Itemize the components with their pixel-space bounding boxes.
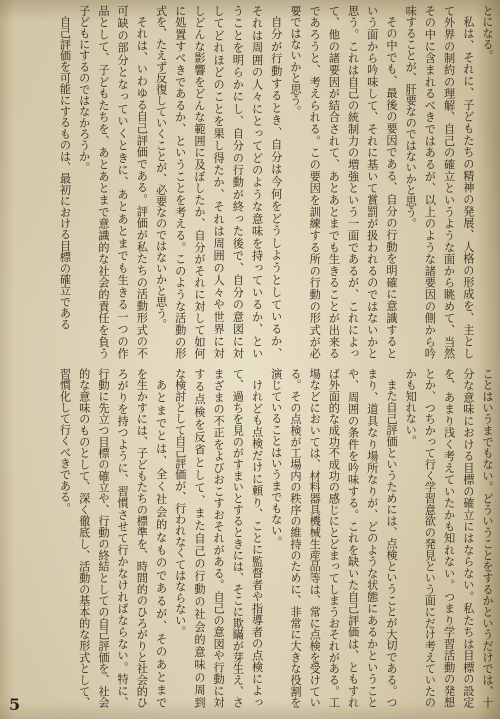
- paragraph: [267, 368, 401, 708]
- text-column: 的な意味のものとして、深く徹底し、活動の基本的な形式として、: [77, 368, 91, 708]
- paragraph: [286, 5, 401, 359]
- paragraph: [75, 5, 152, 359]
- text-column: を生かすには、子どもたちの標準を、時間的のひろがりと社会的ひ: [135, 368, 149, 708]
- text-column: 自己評価を可能にするものは、最初における目標の確立である: [58, 16, 72, 330]
- paragraph: [55, 5, 74, 359]
- text-column: 式を、たえず反復していくことが、必要なのではないかと思う。: [154, 5, 168, 330]
- text-column: けれども点検だけに頼り、ことに監督者や指導者の点検によっ: [250, 379, 264, 708]
- text-column: であろうと、考えられる。この要因を訓練する所の行動の形式が必: [308, 5, 322, 359]
- text-column: て、過ちを見のがすまいとするときには、そこに欺瞞が芽生え、さ: [231, 368, 245, 708]
- text-column: ば外面的な成功不成功の感じにとどまってしまうおそれがある。工: [327, 368, 341, 708]
- text-column: その中に含まれるべきではあるが、以上のような諸要因の側から吟: [423, 5, 437, 359]
- text-column: や、周囲の条件を吟味する。これを缺いた自己評価は、ともすれ: [346, 368, 360, 708]
- text-column: する点検を反省として、また自己の行動の社会的意味の周到: [192, 368, 206, 708]
- upper-text-block: [55, 5, 497, 359]
- text-column: それは、いわゆる自己評価である。評価が私たちの活動形式の不: [135, 16, 149, 359]
- text-column: な検討として自己評価が、行われなくてはならない。: [173, 368, 187, 637]
- paragraph: [478, 5, 497, 359]
- paragraph: [151, 5, 285, 359]
- text-column: それは周囲の人々にとってどのような意味を持っているか、とい: [250, 5, 264, 359]
- text-column: うことを明らかにし、自分の行動が終った後で、自分の意図に対: [231, 5, 245, 359]
- paragraph: [55, 368, 170, 708]
- text-column: て、他の諸要因が結合されて、あとあとまでも生きることが出来る: [327, 5, 341, 359]
- text-column: に処置すべきであるか、ということを考える。このような活動の形: [173, 5, 187, 359]
- paragraph: [171, 368, 267, 708]
- text-column: 自分が行動するとき、自分は今何をどうしようとしているか、: [269, 16, 283, 359]
- text-column: 要ではないかと思う。: [288, 5, 302, 117]
- text-column: いう面から吟味して、それに基いて賞罰が扱われるのではないかと: [365, 5, 379, 359]
- text-column: 思う。これは自己の統制力の増強という一面であるが、これによっ: [346, 5, 360, 359]
- lower-text-block: [55, 368, 497, 708]
- text-column: 品として、子どもたちを、あとあとまで意識的な社会的責任を負う: [96, 5, 110, 359]
- text-column: 場などにおいては、材料器具機械生産品等は、常に点検を受けてい: [308, 368, 322, 708]
- text-column: ろがりを持つように、習慣させて行かなければならない。特に、: [116, 368, 130, 708]
- text-column: また自己評価というためには、点検ということが大切である。つ: [384, 379, 398, 708]
- text-column: 私は、それに、子どもたちの精神の発展、人格の形成を、主とし: [461, 16, 475, 359]
- text-column: を、あまり浅く考えていたかも知れない。つまり学習活動の発想: [442, 368, 456, 708]
- text-column: ことはいうまでもない。どういうことをするかというだけでは、十: [481, 368, 494, 708]
- text-column: 可缺の部分となっていくときに、あとあとまでも生きる一つの作: [116, 5, 130, 359]
- text-column: あとまでとは、全く社会的なものであるが、そのあとまで: [154, 379, 168, 708]
- page-number: 5: [9, 695, 21, 714]
- text-column: まり、道具なり場所なりが、どのような状態にあるかということ: [365, 368, 379, 708]
- paragraph: [401, 368, 497, 708]
- text-column: してどれほどのことを果し得たか、それは周囲の人々や世界に対: [212, 5, 226, 359]
- text-column: 演じていることはいうまでもない。: [269, 368, 283, 548]
- text-column: て外界の制約の理解、自己の確立というような面から眺めて、当然: [442, 5, 456, 359]
- text-column: とになる。: [481, 5, 494, 61]
- text-column: 習慣化して行くべきである。: [58, 368, 72, 514]
- text-column: とか、つちかって行く学習意欲の発見という面にだけ考えていたの: [423, 368, 437, 708]
- paragraph: [401, 5, 478, 359]
- text-column: しどんな影響をどんな範囲に及ぼしたか、自分がそれに対して如何: [192, 5, 206, 359]
- text-column: 味することが、肝要なのではないかと思う。: [404, 5, 418, 229]
- text-column: 行動に先立つ目標の確立や、行動の終結としての自己評価を、社会: [96, 368, 110, 708]
- text-column: かも知れない。: [404, 368, 418, 447]
- text-column: る。その点検が工場内の秩序の維持のために、非常に大きな役割を: [288, 368, 302, 708]
- text-column: その中でも、最後の要因である、自分の行動を明確に意識すると: [384, 16, 398, 359]
- text-column: まざまの不正をよびおこすおそれがある。自己の意図や行動に対: [212, 368, 226, 708]
- text-column: 分な意味における目標の確立にはならない。私たちは目標の設定: [461, 368, 475, 708]
- text-column: 子どもにするのではなかろうか。: [77, 5, 91, 173]
